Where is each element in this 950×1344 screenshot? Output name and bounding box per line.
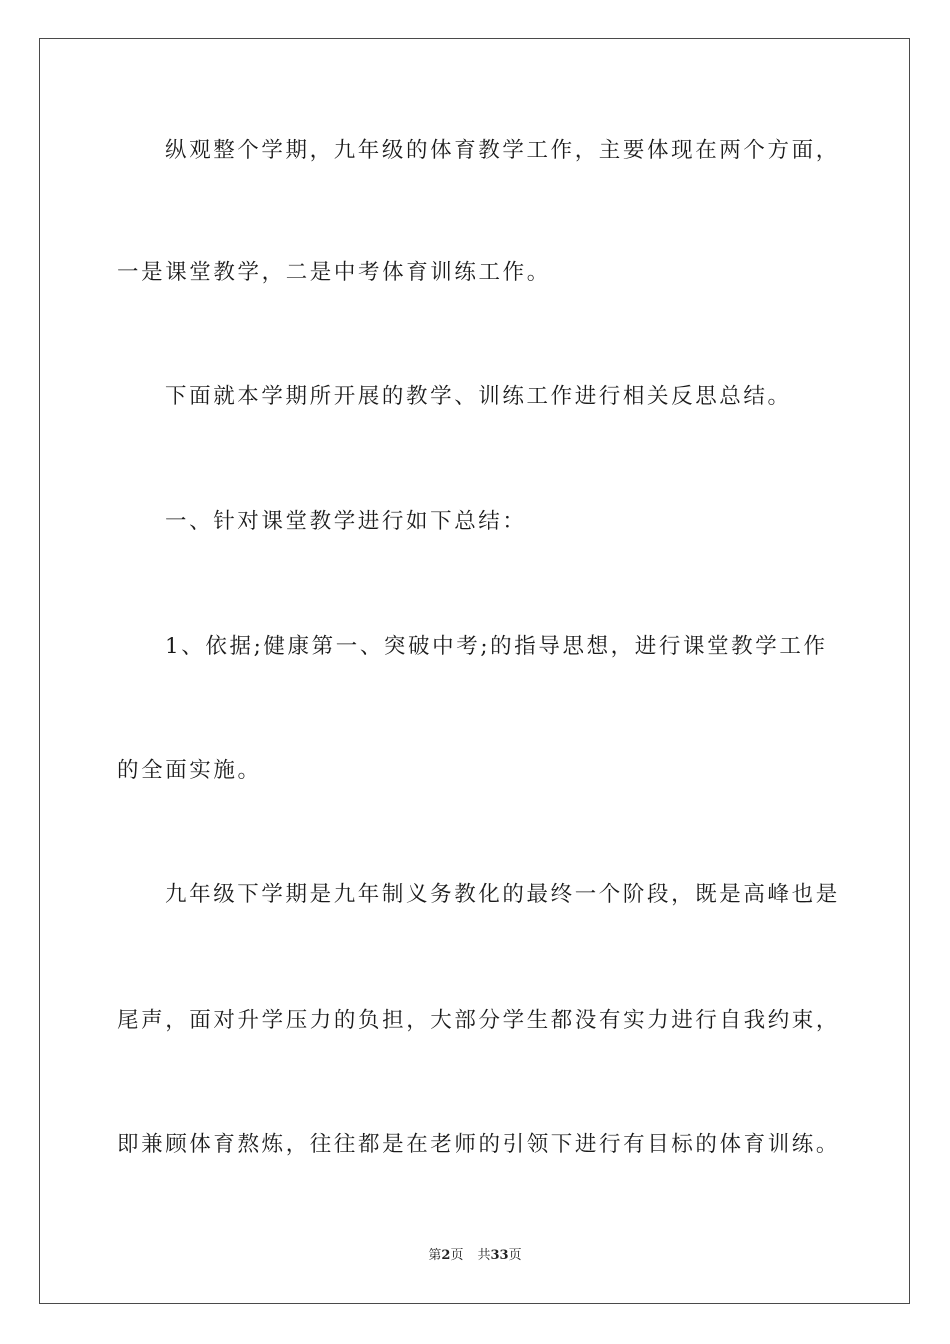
section-heading: 一、针对课堂教学进行如下总结： bbox=[165, 509, 527, 534]
paragraph-line: 下面就本学期所开展的教学、训练工作进行相关反思总结。 bbox=[165, 384, 792, 409]
paragraph-line: 纵观整个学期，九年级的体育教学工作，主要体现在两个方面， bbox=[165, 138, 840, 163]
total-suffix: 页 bbox=[508, 1248, 522, 1263]
total-prefix: 共 bbox=[477, 1248, 491, 1263]
page-border bbox=[39, 38, 910, 1304]
page-prefix: 第 bbox=[428, 1248, 442, 1263]
paragraph-line: 尾声，面对升学压力的负担，大部分学生都没有实力进行自我约束， bbox=[117, 1008, 841, 1033]
paragraph-line: 的全面实施。 bbox=[117, 758, 262, 783]
page-suffix: 页 bbox=[450, 1248, 464, 1263]
paragraph-line: 即兼顾体育熬炼，往往都是在老师的引领下进行有目标的体育训练。 bbox=[117, 1132, 841, 1157]
page-number: 2 bbox=[441, 1248, 451, 1263]
paragraph-line: 九年级下学期是九年制义务教化的最终一个阶段，既是高峰也是 bbox=[165, 882, 840, 907]
total-pages: 33 bbox=[490, 1248, 509, 1263]
paragraph-line: 一是课堂教学，二是中考体育训练工作。 bbox=[117, 260, 551, 285]
paragraph-line: 1、依据;健康第一、突破中考;的指导思想，进行课堂教学工作 bbox=[165, 634, 828, 659]
page-footer bbox=[0, 1247, 950, 1265]
